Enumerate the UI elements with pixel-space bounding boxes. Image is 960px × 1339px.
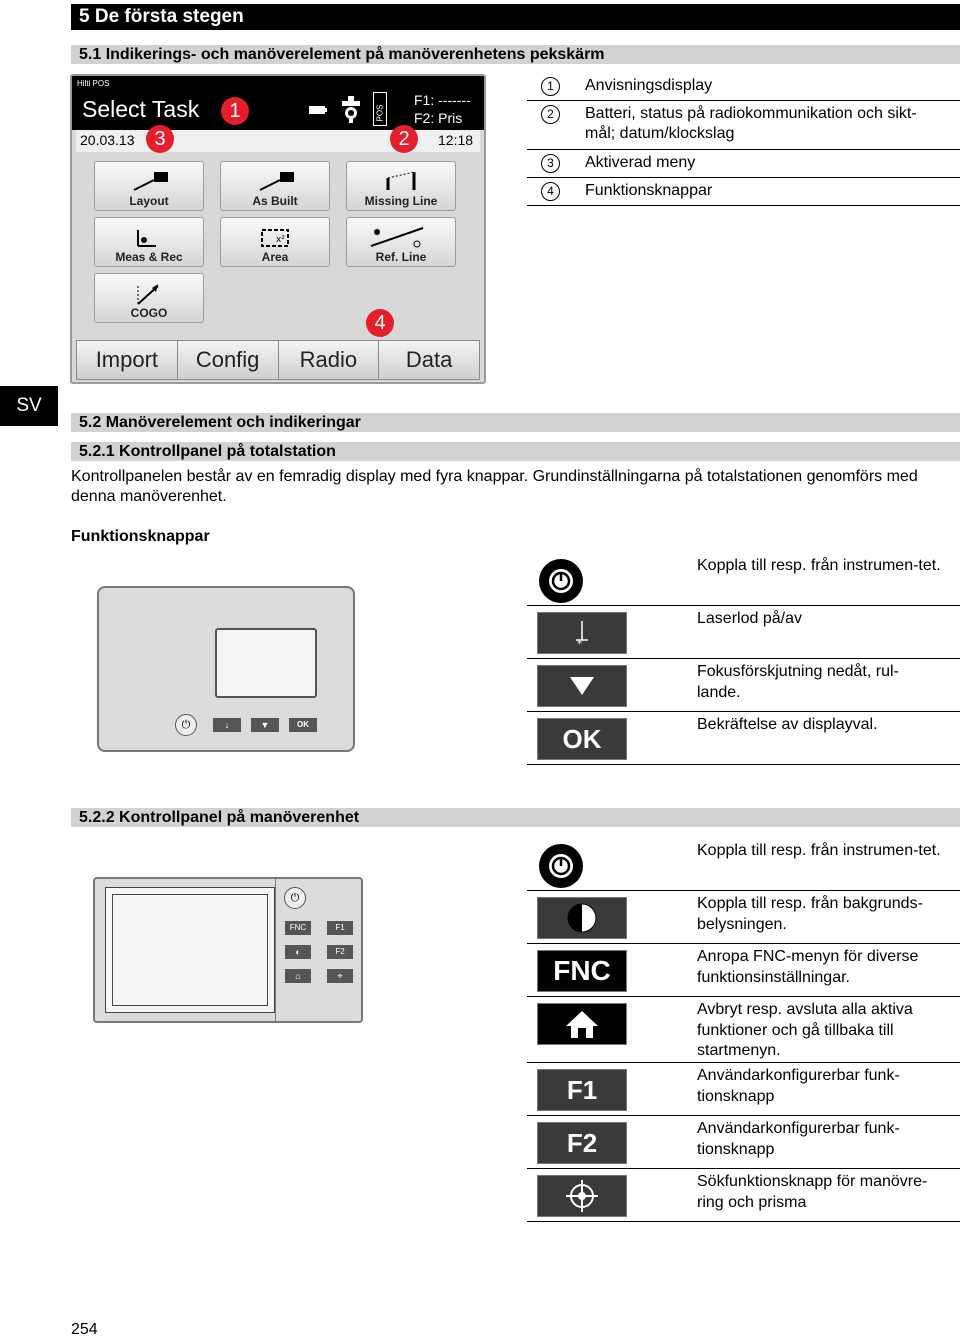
- fnc-button[interactable]: FNC: [285, 921, 311, 935]
- callout-badge-2: 2: [390, 125, 418, 153]
- screen-title: Select Task: [82, 96, 200, 122]
- key-row: OK Bekräftelse av displayval.: [527, 712, 960, 765]
- key-row: Koppla till resp. från instrumen-tet.: [527, 838, 960, 891]
- arrow-down-icon[interactable]: ▼: [251, 718, 279, 732]
- svg-text:*: *: [577, 639, 582, 648]
- panel-display: [105, 887, 275, 1013]
- screen-f2-label: F2: Pris: [414, 110, 463, 126]
- legend-item: 4 Funktionsknappar: [527, 181, 960, 206]
- menu-config[interactable]: Config: [178, 341, 279, 379]
- cogo-icon: [130, 280, 170, 306]
- search-prism-icon: [537, 1175, 627, 1217]
- key-row: Avbryt resp. avsluta alla aktiva funktioner och gå tillbaka till startmenyn.: [527, 997, 960, 1063]
- key-row: FNC Anropa FNC-menyn för diverse funktionsinställningar.: [527, 944, 960, 997]
- f2-key-icon: F2: [537, 1122, 627, 1164]
- home-icon[interactable]: ⌂: [285, 969, 311, 983]
- menu-data[interactable]: Data: [405, 347, 453, 372]
- missing-line-icon: [382, 168, 422, 194]
- panel-display: [215, 628, 317, 698]
- laser-plummet-icon[interactable]: ↓: [213, 718, 241, 732]
- backlight-icon: [537, 897, 627, 939]
- controller-screen: [70, 74, 486, 384]
- intro-paragraph: Kontrollpanelen består av en femradig display med fyra knappar. Grundinställningarna på totalstationen genomförs med denna manöverenhet.: [71, 468, 918, 505]
- controller-key-table: [527, 838, 960, 1222]
- key-row: Fokusförskjutning nedåt, rul-lande.: [527, 659, 960, 712]
- callout-badge-4: 4: [366, 309, 394, 337]
- key-row: F1 Användarkonfigurerbar funk-tionsknapp: [527, 1063, 960, 1116]
- power-icon: [539, 844, 583, 888]
- screen-legend: [527, 76, 960, 206]
- ref-line-icon: [367, 224, 427, 250]
- legend-item: 1 Anvisningsdisplay: [527, 76, 960, 101]
- legend-item: 3 Aktiverad meny: [527, 153, 960, 178]
- bottom-menu: [76, 340, 480, 380]
- key-row: * Laserlod på/av: [527, 606, 960, 659]
- callout-badge-1: 1: [221, 97, 249, 125]
- section-heading-5-2: 5.2 Manöverelement och indikeringar: [71, 413, 960, 432]
- arrow-down-icon: [537, 665, 627, 707]
- callout-badge-3: 3: [146, 125, 174, 153]
- f1-button[interactable]: F1: [327, 921, 353, 935]
- power-icon[interactable]: ⏻: [284, 887, 306, 909]
- key-row: Sökfunktionsknapp för manövre-ring och prisma: [527, 1169, 960, 1222]
- controller-panel: [93, 877, 363, 1023]
- task-button-ref-line[interactable]: Ref. Line: [346, 217, 456, 267]
- key-row: F2 Användarkonfigurerbar funk-tionsknapp: [527, 1116, 960, 1169]
- page-number: 254: [71, 1321, 98, 1338]
- task-button-missing-line[interactable]: Missing Line: [346, 161, 456, 211]
- function-keys-heading: Funktionsknappar: [71, 528, 210, 545]
- area-icon: [256, 224, 296, 250]
- f2-button[interactable]: F2: [327, 945, 353, 959]
- battery-icon: [308, 104, 328, 116]
- key-row: Koppla till resp. från bakgrunds-belysningen.: [527, 891, 960, 944]
- menu-radio[interactable]: Radio: [279, 341, 380, 379]
- legend-item: 2 Batteri, status på radiokommunikation och sikt-mål; datum/klockslag: [527, 104, 960, 150]
- screen-f1-label: F1: -------: [414, 92, 471, 108]
- laser-plummet-icon: [537, 612, 627, 654]
- backlight-icon[interactable]: ◐: [285, 945, 311, 959]
- key-row: Koppla till resp. från instrumen-tet.: [527, 553, 960, 606]
- power-icon[interactable]: ⏻: [175, 714, 197, 736]
- task-button-meas-rec[interactable]: Meas & Rec: [94, 217, 204, 267]
- screen-date: 20.03.13: [80, 132, 135, 148]
- section-heading-5-1: 5.1 Indikerings- och manöverelement på manöverenhetens pekskärm: [71, 45, 960, 64]
- pos-indicator: POS: [373, 92, 387, 126]
- search-prism-icon[interactable]: ⌖: [327, 969, 353, 983]
- chapter-heading: 5 De första stegen: [71, 4, 960, 30]
- as-built-icon: [256, 168, 296, 194]
- task-button-as-built[interactable]: As Built: [220, 161, 330, 211]
- task-button-area[interactable]: x² Area: [220, 217, 330, 267]
- fnc-key-icon: FNC: [537, 950, 627, 992]
- section-heading-5-2-2: 5.2.2 Kontrollpanel på manöverenhet: [71, 808, 960, 827]
- home-icon: [537, 1003, 627, 1045]
- meas-rec-icon: [130, 224, 170, 250]
- menu-import[interactable]: Import: [77, 341, 178, 379]
- ok-button[interactable]: OK: [289, 718, 317, 732]
- power-icon: [539, 559, 583, 603]
- task-button-cogo[interactable]: COGO: [94, 273, 204, 323]
- total-station-panel: [97, 586, 355, 752]
- layout-icon: [130, 168, 170, 194]
- svg-text:x²: x²: [276, 235, 285, 245]
- ok-key-icon: OK: [537, 718, 627, 760]
- screen-status-bar: [76, 130, 480, 152]
- language-tab: SV: [0, 386, 58, 426]
- prism-icon: [340, 94, 362, 124]
- screen-brand: Hilti POS: [77, 79, 110, 88]
- task-button-layout[interactable]: Layout: [94, 161, 204, 211]
- screen-time: 12:18: [438, 132, 474, 148]
- section-heading-5-2-1: 5.2.1 Kontrollpanel på totalstation: [71, 442, 960, 461]
- station-key-table: [527, 553, 960, 765]
- f1-key-icon: F1: [537, 1069, 627, 1111]
